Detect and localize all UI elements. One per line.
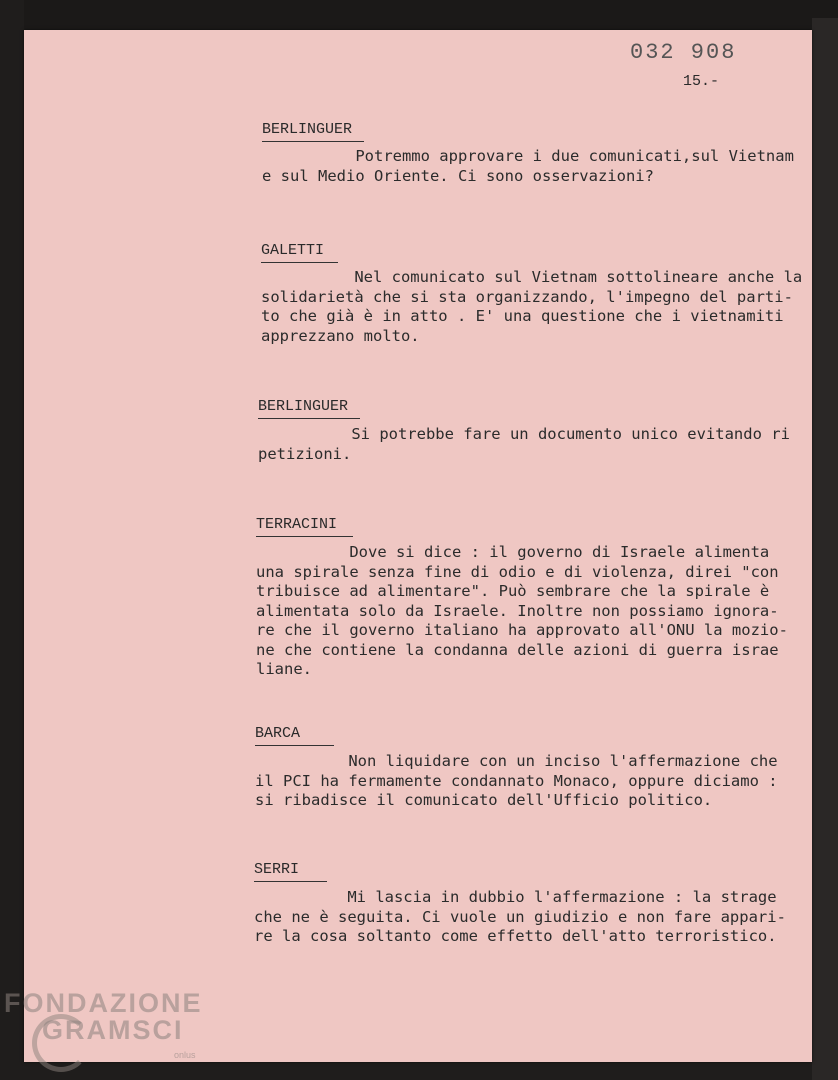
speaker-name: BERLINGUER xyxy=(262,121,364,142)
speech-text: Si potrebbe fare un documento unico evitando ri petizioni. xyxy=(258,425,790,463)
scan-right-edge xyxy=(812,18,838,1080)
speech-text: Non liquidare con un inciso l'affermazione che il PCI ha fermamente condannato Monaco, oppure diciamo : si ribadisce il comunicato dell'Ufficio politico. xyxy=(255,752,778,809)
speech-text: Mi lascia in dubbio l'affermazione : la strage che ne è seguita. Ci vuole un giudizio e non fare appari- re la cosa soltanto come effetto dell'atto terroristico. xyxy=(254,888,786,945)
archive-number: 032 908 xyxy=(630,40,737,65)
speaker-name: SERRI xyxy=(254,861,327,882)
speaker-name: TERRACINI xyxy=(256,516,353,537)
speech-text: Dove si dice : il governo di Israele alimenta una spirale senza fine di odio e di violenza, direi "con tribuisce ad alimentare". Può sembrare che la spirale è alimentata solo da Israele. Inoltre non possiamo ignora- re che il governo italiano ha approvato all'ONU la mozio- ne che contiene la condanna delle azioni di guerra israe liane. xyxy=(256,543,788,678)
page-number: 15.- xyxy=(683,73,720,90)
speaker-name: BARCA xyxy=(255,725,334,746)
watermark-line2: GRAMSCI xyxy=(42,1015,184,1045)
speech-text: Potremmo approvare i due comunicati,sul Vietnam e sul Medio Oriente. Ci sono osservazioni? xyxy=(262,147,794,185)
watermark-line3: onlus xyxy=(174,1050,196,1060)
scan-top-edge xyxy=(24,0,838,30)
watermark-line1: FONDAZIONE xyxy=(4,988,203,1018)
speaker-name: BERLINGUER xyxy=(258,398,360,419)
speech-text: Nel comunicato sul Vietnam sottolineare anche la solidarietà che si sta organizzando, l'impegno del parti- to che già è in atto . E' una questione che i vietnamiti apprezzano molto. xyxy=(261,268,803,345)
watermark-logo xyxy=(4,988,203,1060)
speaker-name: GALETTI xyxy=(261,242,338,263)
